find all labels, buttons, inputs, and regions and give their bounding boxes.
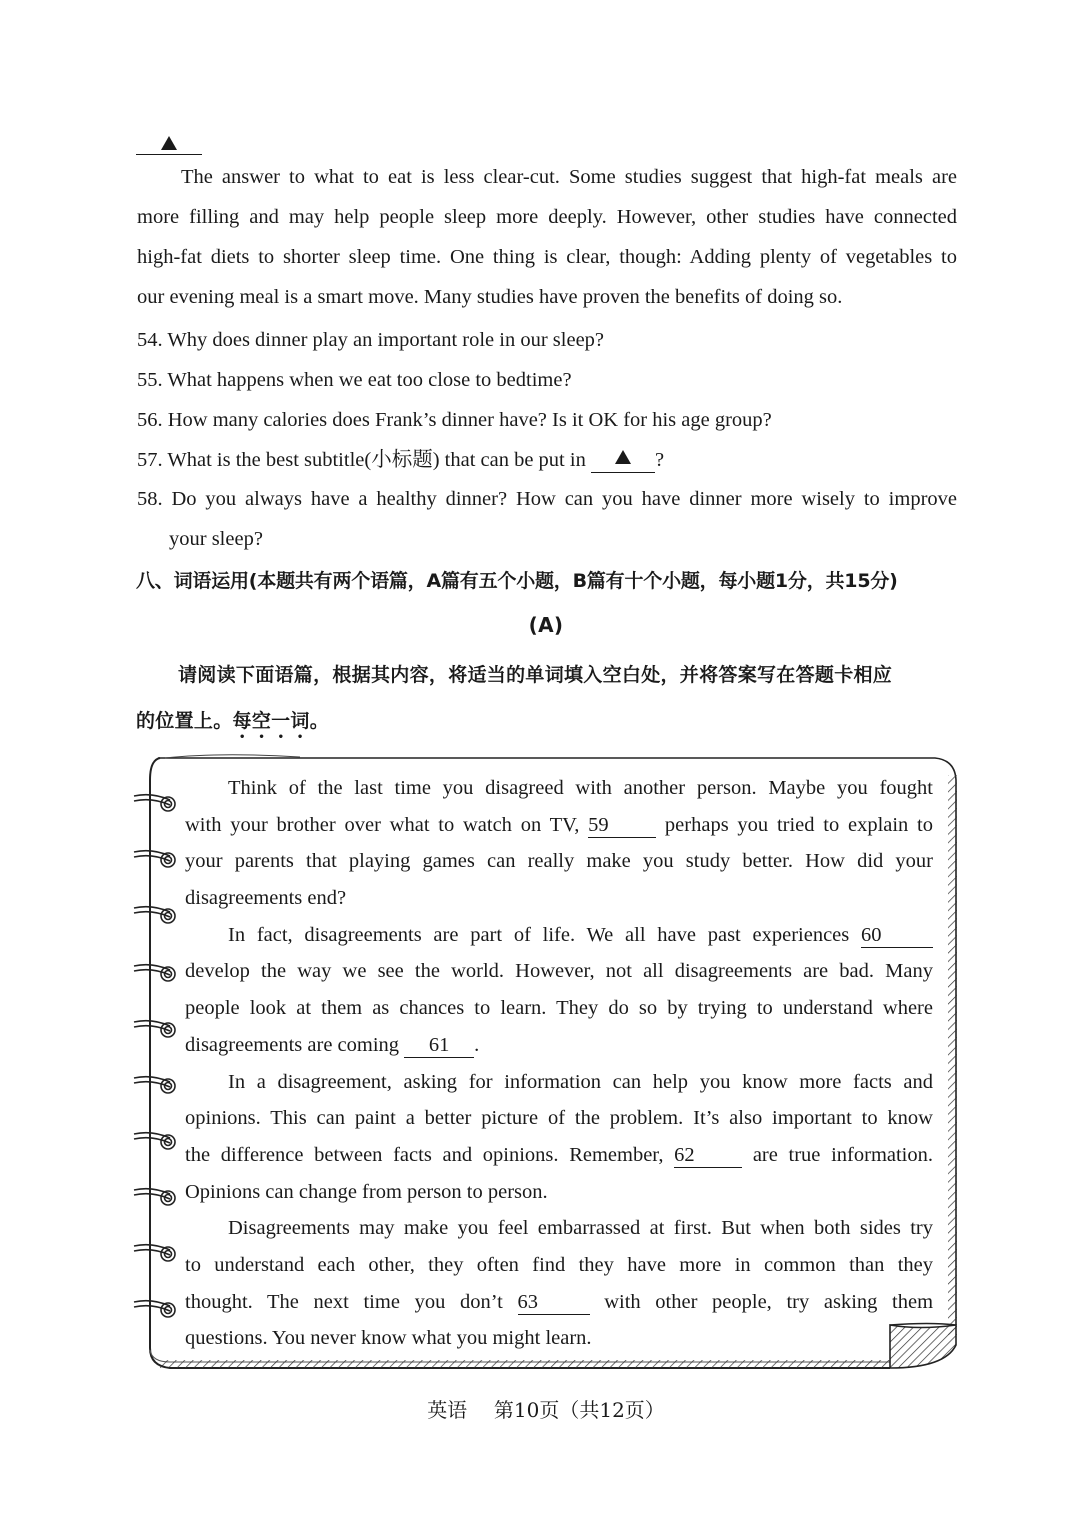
question-55: 55. What happens when we eat too close to bedtime?: [137, 369, 572, 391]
instruction-emphasis: 每空一词: [232, 710, 310, 732]
question-58-line2: your sleep?: [169, 528, 263, 550]
triangle-marker-icon: [615, 450, 631, 464]
passage-line: [185, 1137, 933, 1174]
passage-line: opinions. This can paint a better picture of the problem. It’s also important to know: [185, 1107, 933, 1130]
question-57: [137, 440, 664, 480]
section-heading: 八、词语运用(本题共有两个语篇，A篇有五个小题，B篇有十个小题，每小题1分，共15分): [136, 570, 898, 592]
passage-line: questions. You never know what you might learn.: [185, 1327, 592, 1350]
passage-line: Opinions can change from person to person.: [185, 1180, 548, 1203]
passage-line: develop the way we see the world. However, not all disagreements are bad. Many: [185, 960, 933, 983]
passage-line: [185, 917, 933, 954]
instruction-line-2: [136, 706, 329, 743]
page-footer: [0, 1394, 1080, 1423]
answer-blank-top: [136, 132, 202, 155]
passage-text: with other people, try asking them: [604, 1290, 933, 1313]
instruction-line-1: 请阅读下面语篇，根据其内容，将适当的单词填入空白处，并将答案写在答题卡相应: [178, 664, 893, 686]
paragraph-line: our evening meal is a smart move. Many studies have proven the benefits of doing so.: [137, 286, 843, 308]
part-label: (A): [528, 613, 564, 637]
spiral-binding: [132, 782, 182, 1342]
answer-blank-57: [591, 448, 655, 473]
question-57-text: 57. What is the best subtitle(小标题) that can be put in: [137, 449, 586, 471]
passage-line: people look at them as chances to learn. They do so by trying to understand where: [185, 997, 933, 1020]
footer-subject: 英语: [427, 1398, 468, 1422]
passage: [185, 770, 933, 1357]
passage-line: [185, 1284, 933, 1321]
passage-line: [185, 1027, 933, 1064]
passage-text: perhaps you tried to explain to: [664, 813, 933, 836]
passage-line: your parents that playing games can really make you study better. How did your: [185, 850, 933, 873]
footer-page-info: 第10页（共12页）: [493, 1398, 665, 1422]
question-56: 56. How many calories does Frank’s dinner have? Is it OK for his age group?: [137, 409, 772, 431]
passage-text: are true information.: [752, 1143, 933, 1166]
question-57-end: ?: [654, 449, 665, 471]
answer-blank-62: 62: [674, 1143, 742, 1168]
paragraph-line: more filling and may help people sleep more deeply. However, other studies have connected: [137, 206, 957, 228]
answer-blank-61: 61: [404, 1033, 474, 1058]
paragraph-line: high-fat diets to shorter sleep time. One thing is clear, though: Adding plenty of vegetables to: [137, 246, 957, 268]
passage-line: In a disagreement, asking for information can help you know more facts and: [228, 1070, 933, 1093]
passage-text: disagreements are coming: [185, 1033, 400, 1056]
instruction-suffix: 。: [309, 710, 330, 732]
question-58-line1: 58. Do you always have a healthy dinner? How can you have dinner more wisely to improve: [137, 488, 957, 510]
passage-text: the difference between facts and opinions. Remember,: [185, 1143, 664, 1166]
passage-line: [185, 807, 933, 844]
question-58: [137, 479, 957, 559]
triangle-marker-icon: [161, 136, 177, 150]
passage-text: In fact, disagreements are part of life. We all have past experiences: [228, 923, 850, 946]
answer-blank-59: 59: [588, 813, 656, 838]
answer-blank-60: 60: [861, 923, 933, 948]
top-paragraph: [137, 157, 957, 317]
spiral-rings-icon: [132, 782, 182, 1342]
passage-text: .: [474, 1033, 480, 1056]
passage-line: Think of the last time you disagreed with another person. Maybe you fought: [228, 777, 933, 799]
question-54: 54. Why does dinner play an important role in our sleep?: [137, 329, 605, 351]
instruction-prefix: 的位置上。: [136, 710, 233, 732]
passage-text: with your brother over what to watch on TV,: [185, 813, 580, 836]
passage-line: Disagreements may make you feel embarrassed at first. But when both sides try: [228, 1217, 933, 1240]
passage-line: to understand each other, they often find they have more in common than they: [185, 1253, 933, 1276]
passage-text: thought. The next time you don’t: [185, 1290, 503, 1313]
paragraph-line: The answer to what to eat is less clear-cut. Some studies suggest that high-fat meals are: [181, 166, 957, 188]
answer-blank-63: 63: [518, 1290, 590, 1315]
passage-line: disagreements end?: [185, 887, 347, 910]
